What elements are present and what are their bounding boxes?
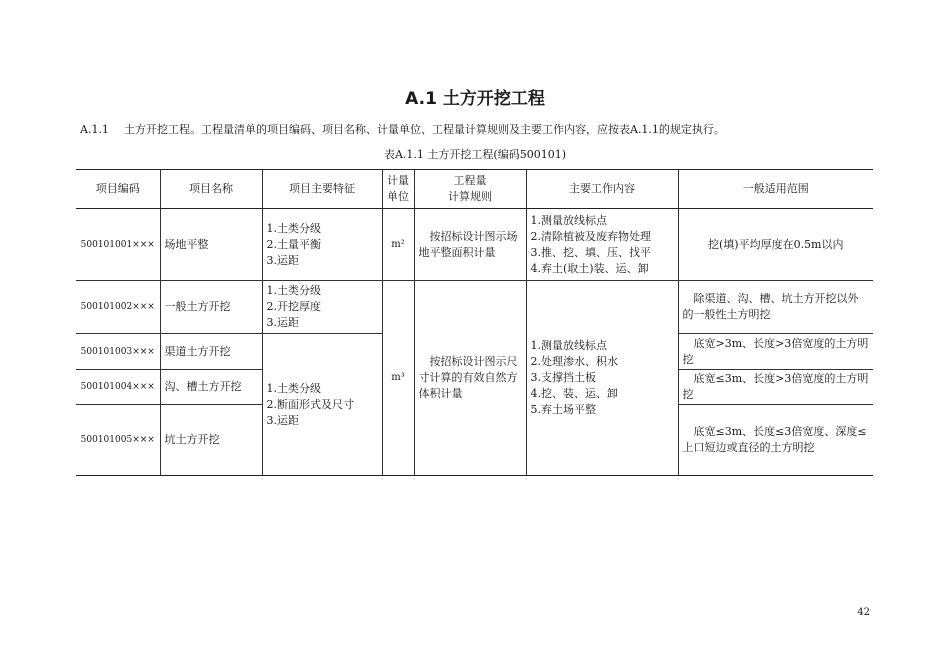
feature-item: 3.运距	[266, 413, 299, 427]
work-item: 4.挖、装、运、卸	[530, 387, 618, 400]
work-item: 4.弃土(取土)装、运、卸	[530, 261, 649, 275]
row1-rule: 按招标设计图示场地平整面积计量	[414, 209, 526, 281]
shared-unit: m³	[382, 281, 414, 476]
row2-scope: 除渠道、沟、槽、坑土方开挖以外的一般性土方明挖	[678, 281, 873, 334]
row1-scope: 挖(填)平均厚度在0.5m以内	[678, 209, 873, 281]
table-row	[76, 209, 873, 281]
intro-number: A.1.1	[80, 123, 109, 136]
header-unit-line2: 单位	[387, 190, 409, 203]
header-features: 项目主要特征	[262, 170, 382, 209]
row1-code: 500101001×××	[76, 209, 160, 281]
intro-paragraph	[80, 121, 880, 137]
page-number: 42	[857, 607, 870, 618]
work-item: 2.处理渗水、积水	[530, 355, 618, 368]
row3-code: 500101003×××	[76, 334, 160, 370]
header-code: 项目编码	[76, 170, 160, 209]
header-unit-line1: 计量	[387, 174, 409, 187]
feature-item: 1.土类分级	[266, 381, 321, 395]
row1-work	[526, 209, 678, 281]
feature-item: 1.土类分级	[266, 221, 321, 235]
feature-item: 2.开挖厚度	[266, 300, 321, 313]
row4-name: 沟、槽土方开挖	[160, 370, 262, 405]
row2-code: 500101002×××	[76, 281, 160, 334]
row1-features	[262, 209, 382, 281]
intro-text: 土方开挖工程。工程量清单的项目编码、项目名称、计量单位、工程量计算规则及主要工作内容，应按表A.1.1的规定执行。	[124, 123, 725, 136]
work-item: 1.测量放线标点	[530, 213, 607, 227]
header-rule-line1: 工程量	[453, 174, 487, 187]
shared-features	[262, 334, 382, 476]
feature-item: 3.运距	[266, 253, 299, 267]
work-item: 2.清除植被及废弃物处理	[530, 229, 651, 243]
feature-item: 2.土量平衡	[266, 237, 321, 251]
quantity-table	[76, 169, 873, 476]
table-row	[76, 281, 873, 334]
row5-code: 500101005×××	[76, 405, 160, 476]
work-item: 3.支撑挡土板	[530, 371, 596, 384]
header-rule	[414, 170, 526, 209]
row1-unit: m²	[382, 209, 414, 281]
header-scope: 一般适用范围	[678, 170, 873, 209]
row4-scope: 底宽≤3m、长度>3倍宽度的土方明挖	[678, 370, 873, 405]
row4-code: 500101004×××	[76, 370, 160, 405]
row3-name: 渠道土方开挖	[160, 334, 262, 370]
feature-item: 2.断面形式及尺寸	[266, 397, 354, 411]
header-rule-line2: 计算规则	[448, 190, 492, 203]
feature-item: 3.运距	[266, 316, 299, 329]
work-item: 5.弃土场平整	[530, 403, 596, 416]
table-caption: 表A.1.1 土方开挖工程(编码500101)	[383, 148, 566, 161]
work-item: 1.测量放线标点	[530, 339, 607, 352]
row1-name: 场地平整	[160, 209, 262, 281]
header-work: 主要工作内容	[526, 170, 678, 209]
section-title: A.1 土方开挖工程	[405, 89, 545, 109]
shared-rule: 按招标设计图示尺寸计算的有效自然方体积计量	[414, 281, 526, 476]
header-name: 项目名称	[160, 170, 262, 209]
row5-name: 坑土方开挖	[160, 405, 262, 476]
row2-features	[262, 281, 382, 334]
shared-work	[526, 281, 678, 476]
work-item: 3.推、挖、填、压、找平	[530, 245, 651, 259]
row3-scope: 底宽>3m、长度>3倍宽度的土方明挖	[678, 334, 873, 370]
feature-item: 1.土类分级	[266, 284, 321, 297]
table-header-row	[76, 170, 873, 209]
row2-name: 一般土方开挖	[160, 281, 262, 334]
row5-scope: 底宽≤3m、长度≤3倍宽度、深度≤上口短边或直径的土方明挖	[678, 405, 873, 476]
header-unit	[382, 170, 414, 209]
